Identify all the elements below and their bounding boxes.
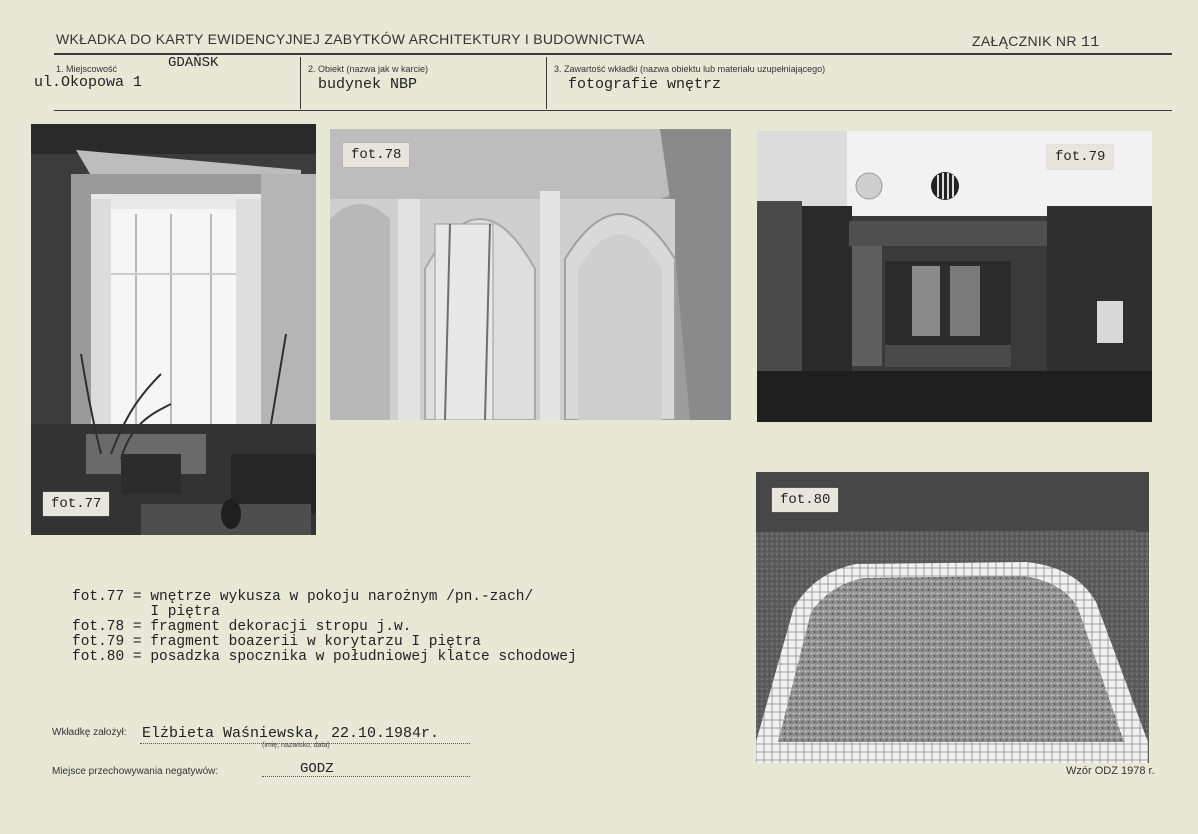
photo-80-image	[756, 472, 1149, 763]
negatives-dotline	[262, 775, 470, 777]
caption-line: fot.80 = posadzka spocznika w południowej klatce schodowej	[72, 649, 577, 665]
photo-79-tag: fot.79	[1047, 145, 1113, 169]
attachment-number	[972, 33, 1100, 51]
location-label: 1. Miejscowość	[56, 64, 118, 74]
attachment-number-value: 11	[1080, 34, 1100, 51]
photo-77-tag: fot.77	[43, 492, 109, 516]
captions-block	[72, 590, 577, 665]
location-value: ul.Okopowa 1	[34, 74, 143, 91]
field-divider-1	[300, 57, 301, 109]
caption-line: fot.78 = fragment dekoracji stropu j.w.	[72, 619, 412, 635]
negatives-label: Miejsce przechowywania negatywów:	[52, 766, 219, 777]
form-title: WKŁADKA DO KARTY EWIDENCYJNEJ ZABYTKÓW ARCHITEKTURY I BUDOWNICTWA	[56, 31, 645, 47]
header-rule-top	[54, 53, 1172, 55]
photo-80-tag: fot.80	[772, 488, 838, 512]
photo-79-image	[757, 131, 1152, 422]
location-city: GDAŃSK	[168, 55, 219, 71]
photo-78-image	[330, 129, 731, 420]
caption-line: fot.79 = fragment boazerii w korytarzu I piętra	[72, 634, 481, 650]
founder-value: Elżbieta Waśniewska, 22.10.1984r.	[142, 725, 440, 742]
photo-78	[330, 129, 731, 420]
founder-hint: (imię, nazwisko, data)	[262, 742, 330, 749]
photo-80	[756, 472, 1149, 763]
caption-line: I piętra	[72, 604, 220, 620]
attachment-label: ZAŁĄCZNIK NR	[972, 33, 1077, 49]
photo-77-image	[31, 124, 316, 535]
founder-label: Wkładkę założył:	[52, 727, 127, 738]
object-value: budynek NBP	[318, 76, 418, 93]
photo-78-tag: fot.78	[343, 143, 409, 167]
photo-79	[757, 131, 1152, 422]
content-label: 3. Zawartość wkładki (nazwa obiektu lub materiału uzupełniającego)	[554, 64, 826, 74]
field-divider-2	[546, 57, 547, 109]
object-label: 2. Obiekt (nazwa jak w karcie)	[308, 64, 429, 74]
caption-line: fot.77 = wnętrze wykusza w pokoju narożnym /pn.-zach/	[72, 589, 534, 605]
content-value: fotografie wnętrz	[568, 76, 722, 93]
photo-77	[31, 124, 316, 535]
negatives-value: GODZ	[300, 761, 334, 777]
form-reference: Wzór ODZ 1978 r.	[1066, 765, 1155, 777]
header-rule-bottom	[54, 110, 1172, 111]
